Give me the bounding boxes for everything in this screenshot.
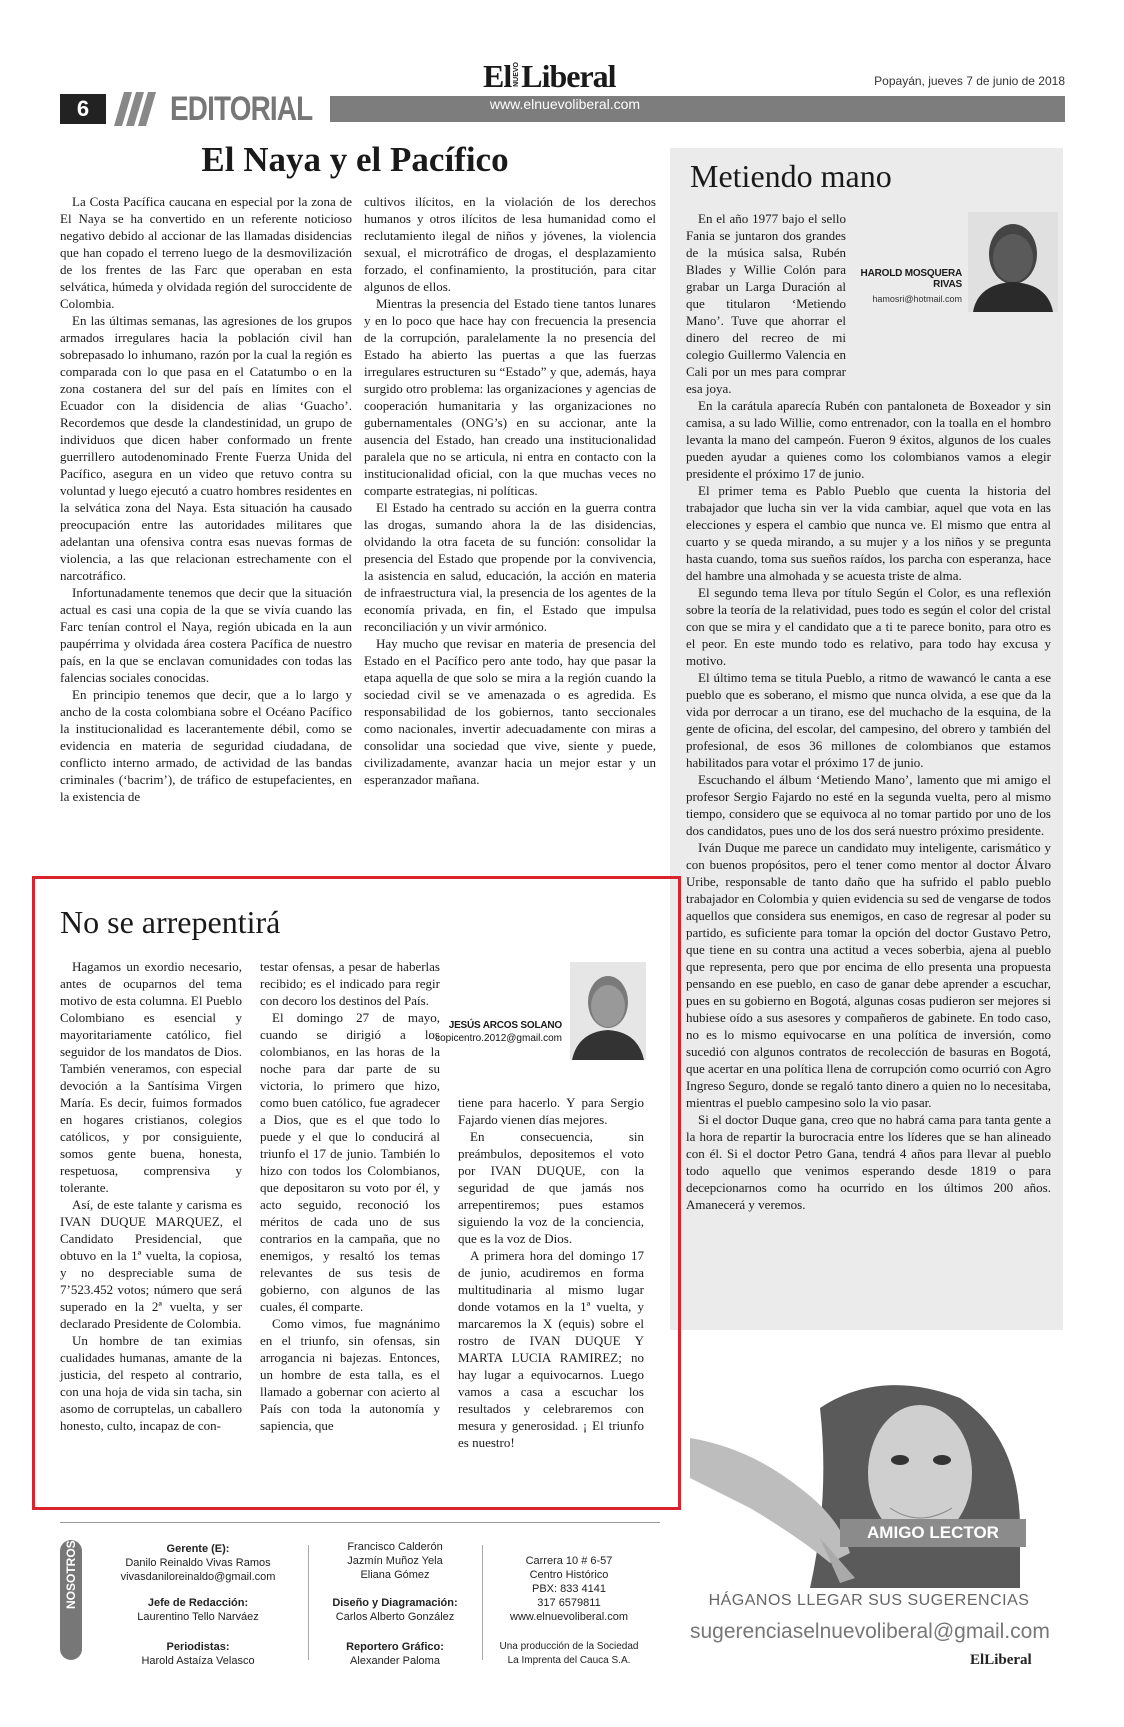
paragraph: Un hombre de tan eximias cualidades humanas, amante de la justicia, del respeto al contrario, con una hoja de vida sin tacha, sin asomo de corruptelas, un caballero honesto, culto, incapaz de con-: [60, 1333, 242, 1433]
ad-headline: HÁGANOS LLEGAR SUS SUGERENCIAS: [708, 1592, 1030, 1609]
paragraph: El segundo tema lleva por título Según el Color, es una reflexión sobre la teoría de la relatividad, pues todo es según el color del cristal con que se mira y el candidato que a ti te parece bonito, para otro es el peor. En este mundo todo es relativo, para todo hay excusa y motivo.: [686, 585, 1051, 668]
footer-email[interactable]: vivasdaniloreinaldo@gmail.com: [120, 1571, 276, 1583]
footer-value: Jazmín Muñoz Yela: [347, 1555, 443, 1567]
paragraph: tiene para hacerlo. Y para Sergio Fajardo vienen días mejores.: [458, 1095, 644, 1127]
paragraph: Escuchando el álbum ‘Metiendo Mano’, lamento que mi amigo el profesor Sergio Fajardo no esté en la segunda vuelta, pero al mismo tiempo, considero que se equivoca al no tomar partido por uno de los dos candidatos, pues uno de los dos será nuestro próximo presidente.: [686, 772, 1051, 838]
footer-label: Periodistas:: [166, 1641, 230, 1653]
footer-value: Danilo Reinaldo Vivas Ramos: [125, 1557, 271, 1569]
footer-periodistas: [98, 1640, 298, 1668]
newspaper-logo[interactable]: [483, 58, 616, 94]
footer-value: Francisco Calderón: [347, 1541, 443, 1553]
footer-value: Harold Astaíza Velasco: [141, 1655, 255, 1667]
footer-staff: [310, 1540, 480, 1582]
editorial-column-2: [364, 193, 656, 788]
footer-production: [484, 1640, 654, 1668]
paragraph: El primer tema es Pablo Pueblo que cuenta la historia del trabajador que lucha sin ver la vida cambiar, aquel que vota en las elecciones y espera el cambio que nunca ve. El mismo que entra al cuarto y se queda mirando, a su mujer y a los niños y se pregunta hasta cuando, toma sus sueños raídos, los parcha con esperanza, hace del hambre una almohada y se acuesta triste de alma.: [686, 483, 1051, 583]
author-email[interactable]: copicentro.2012@gmail.com: [435, 1033, 562, 1044]
arrepentira-column-3: [458, 1094, 644, 1451]
footer-jefe: [98, 1596, 298, 1624]
author-portrait-icon: [570, 962, 646, 1060]
paragraph: Hagamos un exordio necesario, antes de ocuparnos del tema motivo de esta columna. El Pueblo Colombiano es esencial y mayoritariamente católico, fiel seguidor de los mandatos de Dios. También veneramos, con especial devoción a la Santísima Virgen María. Es decir, fuimos formados en hogares cristianos, colegios católicos, y por consiguiente, somos gente buena, honesta, respetuosa, comprensiva y tolerante.: [60, 959, 242, 1195]
paragraph: cultivos ilícitos, en la violación de los derechos humanos y otros ilícitos de lesa humanidad como el reclutamiento ilegal de niños y jóvenes, la violencia sexual, el microtráfico de drogas, el desplazamiento forzado, el confinamiento, la prostitución, para citar algunos de ellos.: [364, 194, 656, 294]
footer-label: Gerente (E):: [166, 1543, 230, 1555]
footer-phone: 317 6579811: [537, 1597, 601, 1609]
footer-divider: [60, 1522, 660, 1523]
issue-date: Popayán, jueves 7 de junio de 2018: [874, 74, 1065, 88]
footer-tag-label: NOSOTROS: [64, 1540, 78, 1609]
footer-value: Una producción de la Sociedad: [499, 1641, 639, 1652]
page-number: 6: [60, 94, 106, 124]
paragraph: En principio tenemos que decir, que a lo largo y ancho de la costa colombiana sobre el Océano Pacífico la institucionalidad es lacerantemente débil, como se evidencia en materia de seguridad ciudadana, de conflicto interno armado, de actividad de las bandas criminales (‘bacrim’), de tráfico de estupefacientes, en la existencia de: [60, 687, 352, 804]
footer-value: Laurentino Tello Narváez: [137, 1611, 259, 1623]
footer-pbx: PBX: 833 4141: [531, 1583, 606, 1595]
paragraph: Así, de este talante y carisma es IVAN DUQUE MARQUEZ, el Candidato Presidencial, que obtuvo en la 1ª vuelta, la copiosa, y no despreciable suma de 7’523.452 votos; número que será superado en la 2ª vuelta, y ser declarado Presidente de Colombia.: [60, 1197, 242, 1331]
author-name: JESÚS ARCOS SOLANO: [448, 1020, 562, 1031]
footer-gerente: [98, 1542, 298, 1584]
metiendo-title: Metiendo mano: [690, 158, 892, 194]
paragraph: Como vimos, fue magnánimo en el triunfo, sin ofensas, sin arrogancia ni bajezas. Entonces, un hombre de esta talla, es el llamado a gobernar con acierto al País con toda la autonomía y sapiencia, que: [260, 1316, 440, 1433]
metiendo-body: [686, 210, 1051, 1213]
footer-diseno: [310, 1596, 480, 1624]
paragraph: El domingo 27 de mayo, cuando se dirigió a los colombianos, en las horas de la noche para dar parte de su victoria, lo primero que hizo, como buen católico, fue agradecer a Dios, que es el que todo lo puede y el que lo conducirá al triunfo el 17 de junio. También lo hizo con todos los Colombianos, que depositaron su voto por él, y acto seguido, reconoció los méritos de cada uno de sus contrarios en la campaña, que no enemigos, y resaltó los temas relevantes de sus tesis de gobierno, con algunos de las cuales, él comparte.: [260, 1010, 440, 1314]
ad-badge: AMIGO LECTOR: [840, 1519, 1026, 1547]
footer-tag: [60, 1540, 82, 1660]
logo-nuevo: NUEVO: [513, 62, 521, 87]
logo-el: El: [483, 58, 512, 94]
author-photo-jesus: [570, 962, 646, 1060]
ad-logo-liberal: Liberal: [984, 1652, 1032, 1668]
paragraph: En la carátula aparecía Rubén con pantaloneta de Boxeador y sin camisa, a su lado Willie, como entrenador, con la toalla en el hombro levanta la mano del campeón. Fueron 9 éxitos, algunos de los cuales pueden ayudar a quienes como los colombianos vamos a elegir presidente el próximo 17 de junio.: [686, 398, 1051, 481]
author-email[interactable]: hamosri@hotmail.com: [872, 294, 962, 304]
editorial-column-1: [60, 193, 352, 805]
arrepentira-column-1: [60, 958, 242, 1434]
section-stripes-icon: [114, 92, 158, 126]
arrepentira-title: No se arrepentirá: [60, 904, 281, 940]
footer-value: Alexander Paloma: [350, 1655, 440, 1667]
footer-value: La Imprenta del Cauca S.A.: [507, 1655, 631, 1666]
paragraph: En las últimas semanas, las agresiones de los grupos armados irregulares hacia la población civil han sobrepasado lo inhumano, razón por la cual la región es comparada con lo que pasa en el Catatumbo o en la zona costanera del sur del país en límites con el Ecuador con la disidencia de alias ‘Guacho’. Recordemos que desde la clandestinidad, un grupo de individuos que dicen haber conformado un frente guerrillero autodenominado Frente Fuerza Unida del Pacífico, asegura en un video que retuvo contra su voluntad y luego ejecutó a cuatro hombres residentes en la selvática zona del Naya. Esta situación ha causado preocupación entre las autoridades militares que adelantan una ofensiva contra esas nuevas formas de violencia, a las que relacionan estrechamente con el narcotráfico.: [60, 313, 352, 583]
paragraph: Infortunadamente tenemos que decir que la situación actual es casi una copia de la que se vivía cuando las Farc tenían control el Naya, región ubicada en la aun paupérrima y olvidada área costera Pacífica de nuestro país, en la que se enclavan comunidades con todas las falencias sociales conocidas.: [60, 585, 352, 685]
paragraph: El Estado ha centrado su acción en la guerra contra las drogas, sumando ahora la de las disidencias, olvidando la otra faceta de su función: consolidar la presencia del Estado que propende por la convivencia, la asistencia en salud, educación, la acción en materia de infraestructura vial, la presencia de los agentes de la economía privada, en fin, el Estado que impulsa reconciliación y un vivir armónico.: [364, 500, 656, 634]
paragraph: El último tema se titula Pueblo, a ritmo de wawancó le canta a ese pueblo que es soberano, el mismo que nunca olvida, a ese que da la vida por derrocar a un tirano, ese del muchacho de la esquina, de la gente de oficina, del escolar, del campesino, del obrero y también del profesional, de esos 36 millones de colombianos que estamos habilitados para votar el próximo 17 de junio.: [686, 670, 1051, 770]
editorial-title: El Naya y el Pacífico: [201, 140, 509, 179]
footer-reportero: [310, 1640, 480, 1668]
paragraph: La Costa Pacífica caucana en especial por la zona de El Naya se ha convertido en un referente noticioso negativo debido al accionar de las llamadas disidencias que han copado el terreno luego de la desmovilización de los frentes de las Farc que operaban en esta selvática, húmeda y olvidada región del suroccidente de Colombia.: [60, 194, 352, 311]
footer-website[interactable]: www.elnuevoliberal.com: [510, 1611, 628, 1623]
footer-label: Jefe de Redacción:: [147, 1597, 249, 1609]
woman-pointing-illustration: [690, 1378, 1048, 1588]
footer-value: Carlos Alberto González: [335, 1611, 455, 1623]
paragraph: Hay mucho que revisar en materia de presencia del Estado en el Pacífico pero ante todo, hay que pasar la etapa aquella de que solo se mira a la región cuando la sociedad civil se ve amenazada o es agredida. Es responsabilidad de los gobiernos, tanto seccionales como nacionales, invertir adecuadamente con miras a consolidar una sociedad que vive, siente y puede, civilizadamente, avanzar hacia un mejor estar y un esperanzador mañana.: [364, 636, 656, 787]
footer-label: Diseño y Diagramación:: [332, 1597, 458, 1609]
footer-label: Reportero Gráfico:: [346, 1641, 444, 1653]
author-name: RIVAS: [933, 279, 962, 290]
logo-liberal: Liberal: [521, 58, 616, 94]
footer-address: Carrera 10 # 6-57: [525, 1555, 613, 1567]
footer-separator: [482, 1545, 483, 1660]
paragraph: Iván Duque me parece un candidato muy inteligente, carismático y con buenos propósitos, pero el tener como mentor al doctor Álvaro Uribe, responsable de tanto daño que ha sufrido el pablo pueblo trabajador en Colombia y quien evidencia su sed de vengarse de todos aquellos que considera sus enemigos, en caso de regresar al poder su partido, es suficiente para tomar la opción del doctor Gustavo Petro, que tiene en su contra una actitud a veces soberbia, ajena al pueblo que representa, pero que por encima de ello presenta una propuesta pensando en ese pueblo, en caso de ganar debe aprender a escuchar, pues en su gobierno en Bogotá, algunas cosas pudieron ser mejores si hubiese oído a sus asesores y compañeros de gabinete. En todo caso, no es lo mismo equivocarse en una política de inversión, como sucedió con algunos contratos de recolección de basuras en Bogotá, que acertar en una política llena de corrupción como ocurrió con Agro Ingreso Seguro, donde se regaló tanto dinero a quien no lo necesitaba, mientras el pueblo campesino solo la vio pasar.: [686, 840, 1051, 1110]
paragraph: A primera hora del domingo 17 de junio, acudiremos en forma multitudinaria al mismo lugar donde votamos en la 1ª vuelta, y marcaremos la X (equis) sobre el rostro de IVAN DUQUE Y MARTA LUCIA RAMIREZ; no hay lugar a equivocarnos. Luego vamos a casa a escuchar los resultados y celebraremos con mesura y generosidad. ¡ El triunfo es nuestro!: [458, 1248, 644, 1450]
section-name: EDITORIAL: [170, 90, 313, 128]
footer-value: Eliana Gómez: [360, 1569, 430, 1581]
paragraph: En el año 1977 bajo el sello Fania se juntaron dos grandes de la música salsa, Rubén Blades y Willie Colón para grabar un Larga Duración al que titularon ‘Metiendo Mano’. Tuve que ahorrar el dinero del recreo de mi colegio Guillermo Valencia en Cali por un mes para comprar esa joya.: [686, 211, 846, 396]
arrepentira-column-2: [260, 958, 440, 1434]
ad-logo-el: El: [970, 1652, 985, 1668]
author-name: HAROLD MOSQUERA: [860, 268, 962, 279]
ad-logo: [970, 1652, 1032, 1669]
header-website[interactable]: www.elnuevoliberal.com: [489, 96, 641, 112]
footer-contact: [484, 1554, 654, 1624]
paragraph: testar ofensas, a pesar de haberlas recibido; es el indicado para regir con decoro los destinos del País.: [260, 959, 440, 1008]
footer-address: Centro Histórico: [529, 1569, 609, 1581]
paragraph: Si el doctor Duque gana, creo que no habrá cama para tanta gente a la hora de repartir la burocracia entre los líderes que se han alineado con él. Si el doctor Petro Gana, tendrá 4 años para llevar al pueblo todo aquello que venimos esperando desde 1819 o para decepcionarnos como ha ocurrido en los últimos 200 años. Amanecerá y veremos.: [686, 1112, 1051, 1212]
paragraph: Mientras la presencia del Estado tiene tantos lunares y en lo poco que hace hay con frecuencia la presencia de la corrupción, paralelamente la no presencia del Estado ha abierto las puertas a que las fuerzas irregulares estructuren su “Estado” y que, además, haya surgido otro problema: las organizaciones y agencias de cooperación humanitaria y las organizaciones no gubernamentales (ONG’s) en su accionar, ante la ausencia del Estado, han creado una institucionalidad paralela que no se articula, ni entra en contacto con la institucionalidad oficial, con la que muchas veces no comparte estrategias, ni políticas.: [364, 296, 656, 498]
footer-separator: [308, 1545, 309, 1660]
paragraph: En consecuencia, sin preámbulos, depositemos el voto por IVAN DUQUE, con la seguridad de que jamás nos arrepentiremos; pues estamos siguiendo la voz de la conciencia, que es la voz de Dios.: [458, 1129, 644, 1246]
ad-email[interactable]: sugerenciaselnuevoliberal@gmail.com: [690, 1620, 1050, 1643]
